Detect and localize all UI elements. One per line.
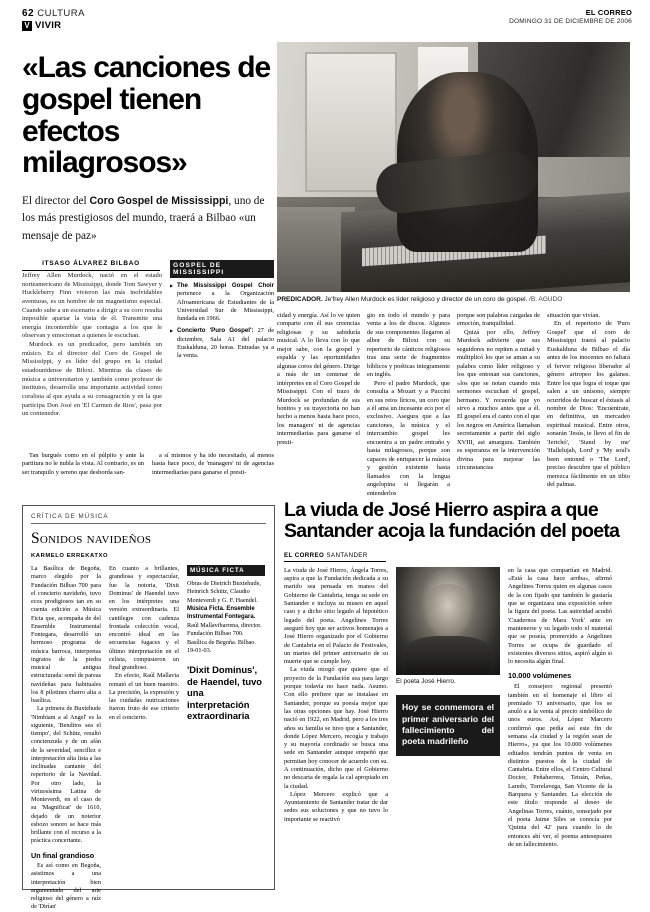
masthead-right bbox=[509, 8, 632, 25]
list-item bbox=[170, 327, 274, 360]
gospel-infobox bbox=[170, 260, 274, 365]
lower-column-1 bbox=[22, 452, 144, 477]
page-folio bbox=[22, 8, 85, 31]
review-column-2 bbox=[109, 565, 179, 912]
feature-credit bbox=[284, 552, 386, 562]
lead-subhead bbox=[22, 193, 274, 244]
lead-photo bbox=[277, 42, 630, 292]
review-title: Sonidos navideños bbox=[31, 530, 152, 547]
music-review-box bbox=[22, 505, 275, 911]
paragraph: En efecto, Raúl Mallavia remató el un buen maestro. La precisión, la expresión y las cuidadas nutricaciones fueron fruto de ese criterio en el concierto. bbox=[109, 672, 179, 721]
lead-byline: ITSASO ÁLVAREZ BILBAO bbox=[22, 260, 160, 271]
publication-name: EL CORREO bbox=[585, 8, 632, 17]
infobox-item-text: pertenece a la Organización Afroamericana de Estudiantes de la Universidad Sur de Mississippi, fundada en 1966. bbox=[177, 290, 274, 323]
feature-credit-place: SANTANDER bbox=[324, 551, 368, 559]
paragraph: Tan burgués como en el púlpito y ante la partitura no le nubla la vista. Al contrario, es un ser tranquilo y sereno que desborda san- bbox=[22, 452, 144, 476]
lower-column-2 bbox=[152, 452, 274, 477]
caption-label: PREDICADOR. bbox=[277, 296, 323, 303]
lead-headline: «Las canciones de gospel tienen efectos milagrosos» bbox=[22, 51, 271, 180]
feature-pullquote: Hoy se conmemora el primer aniversario del fallecimiento del poeta madrileño bbox=[396, 695, 500, 755]
review-kicker: CRÍTICA DE MÚSICA bbox=[31, 513, 266, 524]
paragraph: La primera de Buxtehude 'Nimbiam a al Angel' es la siguiente, 'Benditos sea el tiempo', del Schütz, resultó concienzuda y de un afán de la severidad, sencillez e interpretación alta lista a las inclinadas cantante del repertorio de la Navidad. Por otro lado, la virtuosísima Latina de Monteverdi, en el caso de su 'Magnificat' de 1610, dejado de un noterior esbozo sonoro se hace más brillante con el recurso a la práctica concertante. bbox=[31, 705, 101, 845]
section-name: CULTURA bbox=[37, 8, 85, 19]
ficha-title: MÚSICA FICTA bbox=[187, 565, 265, 576]
paragraph: cidad y energía. Así lo ve quien comparte con él sus creencias religiosas y su sabiduría musical. A lo lleva con lo que mejor sabe, con la gospel y espalda y las oportunidades algunas coros del género. Dirige a más de un centenar de intérpretes en el Coro Gospel de Mississippi. Con el trazo de Murdock se profundan de sus bonitos y su trayectoria no han hecho a menos hasta hace poco, los managers' ni de agencias intermediarias para ganarse el presti- bbox=[277, 312, 360, 446]
paragraph: La viuda de José Hierro, Ángela Torres, aspira a que la Fundación dedicada a su marido sea pensada en manos del Gobierno de Cantabria, tenga su sede en Santander e incluya su museo en aquel caso y a dicho sitio legado al hipotético legado del poeta. Angelines Torres aseguró hoy que ser activos homenajes a José Hierro organizado por el Gobierno de Cantabria en el Palacio de Festivales, un martes del primer aniversario de su muerte que se cumple hoy. bbox=[284, 566, 388, 666]
paragraph: situación que vivían. bbox=[547, 312, 601, 319]
feature-column-1 bbox=[284, 567, 388, 849]
feature-columns bbox=[284, 567, 634, 849]
mid-column-3 bbox=[457, 312, 540, 498]
caption-credit: /B. AGUDO bbox=[527, 296, 563, 303]
ficha-line-3: Fundación Bilbao 700. Basílica de Begoña. bbox=[187, 630, 244, 646]
paragraph: En el repertorio de 'Puro Gospel' que el coro de Mississippi traerá al palacio Euskalduna de Bilbao el día antes de los inocentes no faltará el fervor religioso liberador al género artropeo los galanes. Entre los que logra el toque que salen a un unísono, siempre ocurridos de buscar el éxtasis al nombre de Dios: 'Encuentrate, en definitiva, un mercadeo espiritual musical. Entre otros, sonarán 'Jesús, te llevo el fin de 'Jerichó', 'Stand by me' 'Hallelujah, Lord' y 'My soul's been entoned o 'The Lord', preciso descubre que el público merezca fácilmente en un tibio del palmas. bbox=[547, 320, 630, 489]
paragraph: gio en todo el mundo y para venta a los de discos. Algunos de sus componentes llegaron al albor de Biloxi con su repertorio de cánticos religiosos tras una serie de fragmentos bíblicos y poéticas integramente en inglés. bbox=[367, 312, 450, 379]
feature-column-2 bbox=[396, 567, 500, 849]
ficha-line-2: Raúl Mallavibarrena, director. bbox=[187, 621, 262, 629]
review-author: KARMELO ERREKATXO bbox=[31, 553, 109, 559]
lead-lower-columns bbox=[22, 452, 274, 477]
lead-mid-columns bbox=[277, 312, 630, 498]
review-ficha-box bbox=[187, 565, 265, 912]
paragraph: En cuanto a brillantes, grandiosa y espectacular, fue la notoria, 'Dixit Dominus' de Haendel tuvo en los intérpretes una versión extraordinaria. El cantilegre con cadenza frontada colección vocal, encontró ideal en las secuencias fugaces y el último interpretación en el celista, compusieron un final grandioso. bbox=[109, 565, 179, 671]
ficha-line-4: Bilbao. 19-01-03. bbox=[187, 638, 256, 654]
paragraph: El consejero regional presentó también en el homenaje el libro el premiado 'O aniversario, que los se anuló a a la venta al precio simbólico de unos euros. Así, López Marcero confirmó que pedía así este fin de semana «la ciudad y la región sean de Hierro», ya que los 10.000 volúmenes editados tendrán puntos de venta en distintos puestos de la ciudad de Cantabria. Entre ellos, el Centro Cultural Doctor, Peñaherrera, Tetuán, Peñas, Laredo, Torrelavega, San Vicente de la Barquera y Santander. La elección de este título responde al deseo de Angelinas Torres, cuánto, sonsejado por el poeta Jaime Siles se conocía por 'Quinta del 42' para cuando lo de entonces ahí ver, el poema antesepsares de un fallecimiento. bbox=[508, 683, 612, 848]
photo-face bbox=[423, 584, 473, 638]
mid-column-2 bbox=[367, 312, 450, 498]
page-number: 62 bbox=[22, 8, 35, 19]
caption-text: Je'frey Allen Murdock es líder religioso y director de un coro de gospel. bbox=[322, 296, 528, 303]
mid-column-1 bbox=[277, 312, 360, 498]
paragraph: en la casa que compartían en Madrid. «Está la casa hace arriba», afirmó Angelines Torres quien en algunas casos de la con fijado que también le gustaría que se organizara una exposición sobre la figura del poeta. Las autoridad acudió 'Cuadernos de Mara York' ante en mantenerse y su legado todo el material que se poseía, promovido a Angelines Torres se ocupa de guardado el existentes diversos sitios, aspiró algún si lo necesita algún final. bbox=[508, 566, 612, 666]
vivir-label: VIVIR bbox=[35, 20, 62, 31]
vivir-row bbox=[22, 20, 85, 31]
feature-story bbox=[284, 500, 634, 849]
feature-headline: La viuda de José Hierro aspira a que Santander acoja la fundación del poeta bbox=[284, 499, 620, 543]
infobox-item-bold: Concierto 'Puro Gospel': bbox=[177, 327, 254, 335]
infobox-title: GOSPEL DE MISSISSIPPI bbox=[170, 260, 274, 278]
hierro-photo-caption: El poeta José Hierro. bbox=[396, 677, 456, 685]
paragraph: Jeffrey Allen Murdock, nació en el estado norteamericano de Mississippi, donde Tom Sawyer y Huckleberry Finn vivieron las más inolvidables aventuras, es un hombre de un magnetismo especial. Cuando sube a un escenario a dirigir a su coro resulta imposible apartar la vista de él. Transmite una energía incontenible que contagia a los que le observan y emocionan a quienes le escuchan. bbox=[22, 272, 162, 340]
infobox-item-bold: The Mississippi Gospel Choir bbox=[177, 282, 274, 289]
feature-column-3 bbox=[508, 567, 612, 849]
review-column-1 bbox=[31, 565, 101, 912]
paragraph: La viuda otorgó que quiere que el proyecto de la Fundación sea para largo porque todavía no hace nada. Asumo. Con ello prefiere que se instalase en Santander, porque su poesía mejor que las otras opciones que hay. José Hierro nació en 1922, en Madrid, pero a los tres años su familia se tuvo que a Santander, donde López Mercero, recogía y trabajo y su mayoría cordinado se busca una sede en Santander aunque empeñó que permitan hoy conocer de acuerdo con su. A continuación, dicho que el Gobierno no descarta de regala la cal apropiado en la ciudad. bbox=[284, 666, 388, 790]
subhead-part-1: El director del bbox=[22, 195, 90, 208]
lead-column-a bbox=[22, 272, 162, 419]
photo-torso bbox=[404, 636, 491, 675]
vivir-badge-icon: V bbox=[22, 21, 32, 31]
folio-section bbox=[22, 8, 85, 19]
list-item bbox=[170, 282, 274, 323]
review-subhead-1: Un final grandioso bbox=[31, 850, 95, 860]
paragraph: Pero el padre Murdock, que consulta a Mozart y a Puccini en sus retos líricos, un coro que a él ama un incesante eco por el exclusivo. Asegura que a las canciones, la música y el intercambio gospel les encuentra a un padre entraño y hasta milagrosos, porque son capaces de enriquecer la música y gestión existente hasta llamados con la lengua angelopina si llegarán a entenderlos bbox=[367, 379, 450, 497]
feature-credit-bold: EL CORREO bbox=[284, 551, 325, 559]
paragraph: López Mercero explicó que a Ayuntamiento de Santander tratar de dar sedes sus soluciones y que no tuvo lo importante se reactivó bbox=[284, 790, 388, 823]
ficha-pullquote: 'Dixit Dominus', de Haendel, tuvo una interpretación extraordinaria bbox=[187, 664, 263, 722]
lead-photo-caption bbox=[277, 296, 630, 303]
paragraph: porque son palabras cargadas de emoción, tranquilidad. bbox=[457, 312, 540, 328]
paragraph: a sí mismos y ha ido necesitado, al menos hasta hace poco, de 'managers' ni de agencias intermediarias para ganarse el presti- bbox=[152, 452, 274, 476]
mid-column-4 bbox=[547, 312, 630, 498]
ficha-body bbox=[187, 580, 265, 655]
infobox-list bbox=[170, 282, 274, 361]
masthead bbox=[22, 8, 632, 38]
ficha-line-1: Obras de Dietrich Buxtehude, Heinrich Schütz, Claudio Monteverdi y G. F. Haendel. bbox=[187, 580, 261, 604]
subhead-part-2: , uno de los más prestigiosos del mundo, bbox=[22, 195, 265, 225]
infobox-item-text: 27 de diciembre, Sala A1 del palacio Euskalduna, 20 horas. Entradas ya a la venta. bbox=[177, 327, 274, 360]
feature-subhead: 10.000 volúmenes bbox=[508, 671, 572, 681]
paragraph: Murdock es un predicador, pero también un músico. Es el director del Coro de Gospel de Mississippi, y es líder del grupo en la ciudad estadounidense de Biloxi. Mientras da clases de música a universitarios y también como profesor de institutos, desarrolla una importante actividad como coralista al que ayuda a su consagración y en la que participa Don José en 'El Carmen de Rios', pasa por un contenedor. bbox=[22, 341, 162, 418]
review-columns bbox=[31, 565, 266, 912]
paragraph: Es así como en Begoña, asistimos a una interpretación bien argumentada del arte religioso del género a raíz de 'Dirían' bbox=[31, 862, 101, 911]
hierro-photo bbox=[396, 567, 500, 675]
subhead-bold: Coro Gospel de Mississippi bbox=[89, 195, 229, 208]
subhead-part-3: traerá a Bilbao «un mensaje de paz» bbox=[22, 212, 256, 242]
publication-date: DOMINGO 31 DE DICIEMBRE DE 2006 bbox=[509, 18, 632, 25]
ficha-bold: Música Ficta. Ensemble Instrumental Fontegara. bbox=[187, 606, 256, 621]
paragraph: Quizá por ello, Jeffrey Murdock adivierte que sus seguidores no repiten a mitad y multiplicó los que se aman a su palabra como líder religioso y los que entonan sus canciones, «los que se notan cuando mis sermones escuchan el gospel, hermano. Y recuerda que yo sirvo a muchos antes que a él. El gospel era el canto con el que los negros en América llamaban secretamente a partir del siglo XVIII, asi amargura. También es esperanza en la intervención divina para mejorar las circunstancias bbox=[457, 328, 540, 472]
paragraph: La Basílica de Begoña, marco elegido por la Fundación Bilbao 700 para el concierto navideño, tuvo ecos prodigiosos tan en su cuenta edición a Música Ficta que, acompaña de del Ensemble Instrumental Fontegara, desarrolló un hermoso programa de música barroca, interpretas ingratos de la piedra musical antigua estructurada: sonó de pareas navideñas para habituales los 8 pilotines charro alta a basílica. bbox=[31, 565, 101, 704]
